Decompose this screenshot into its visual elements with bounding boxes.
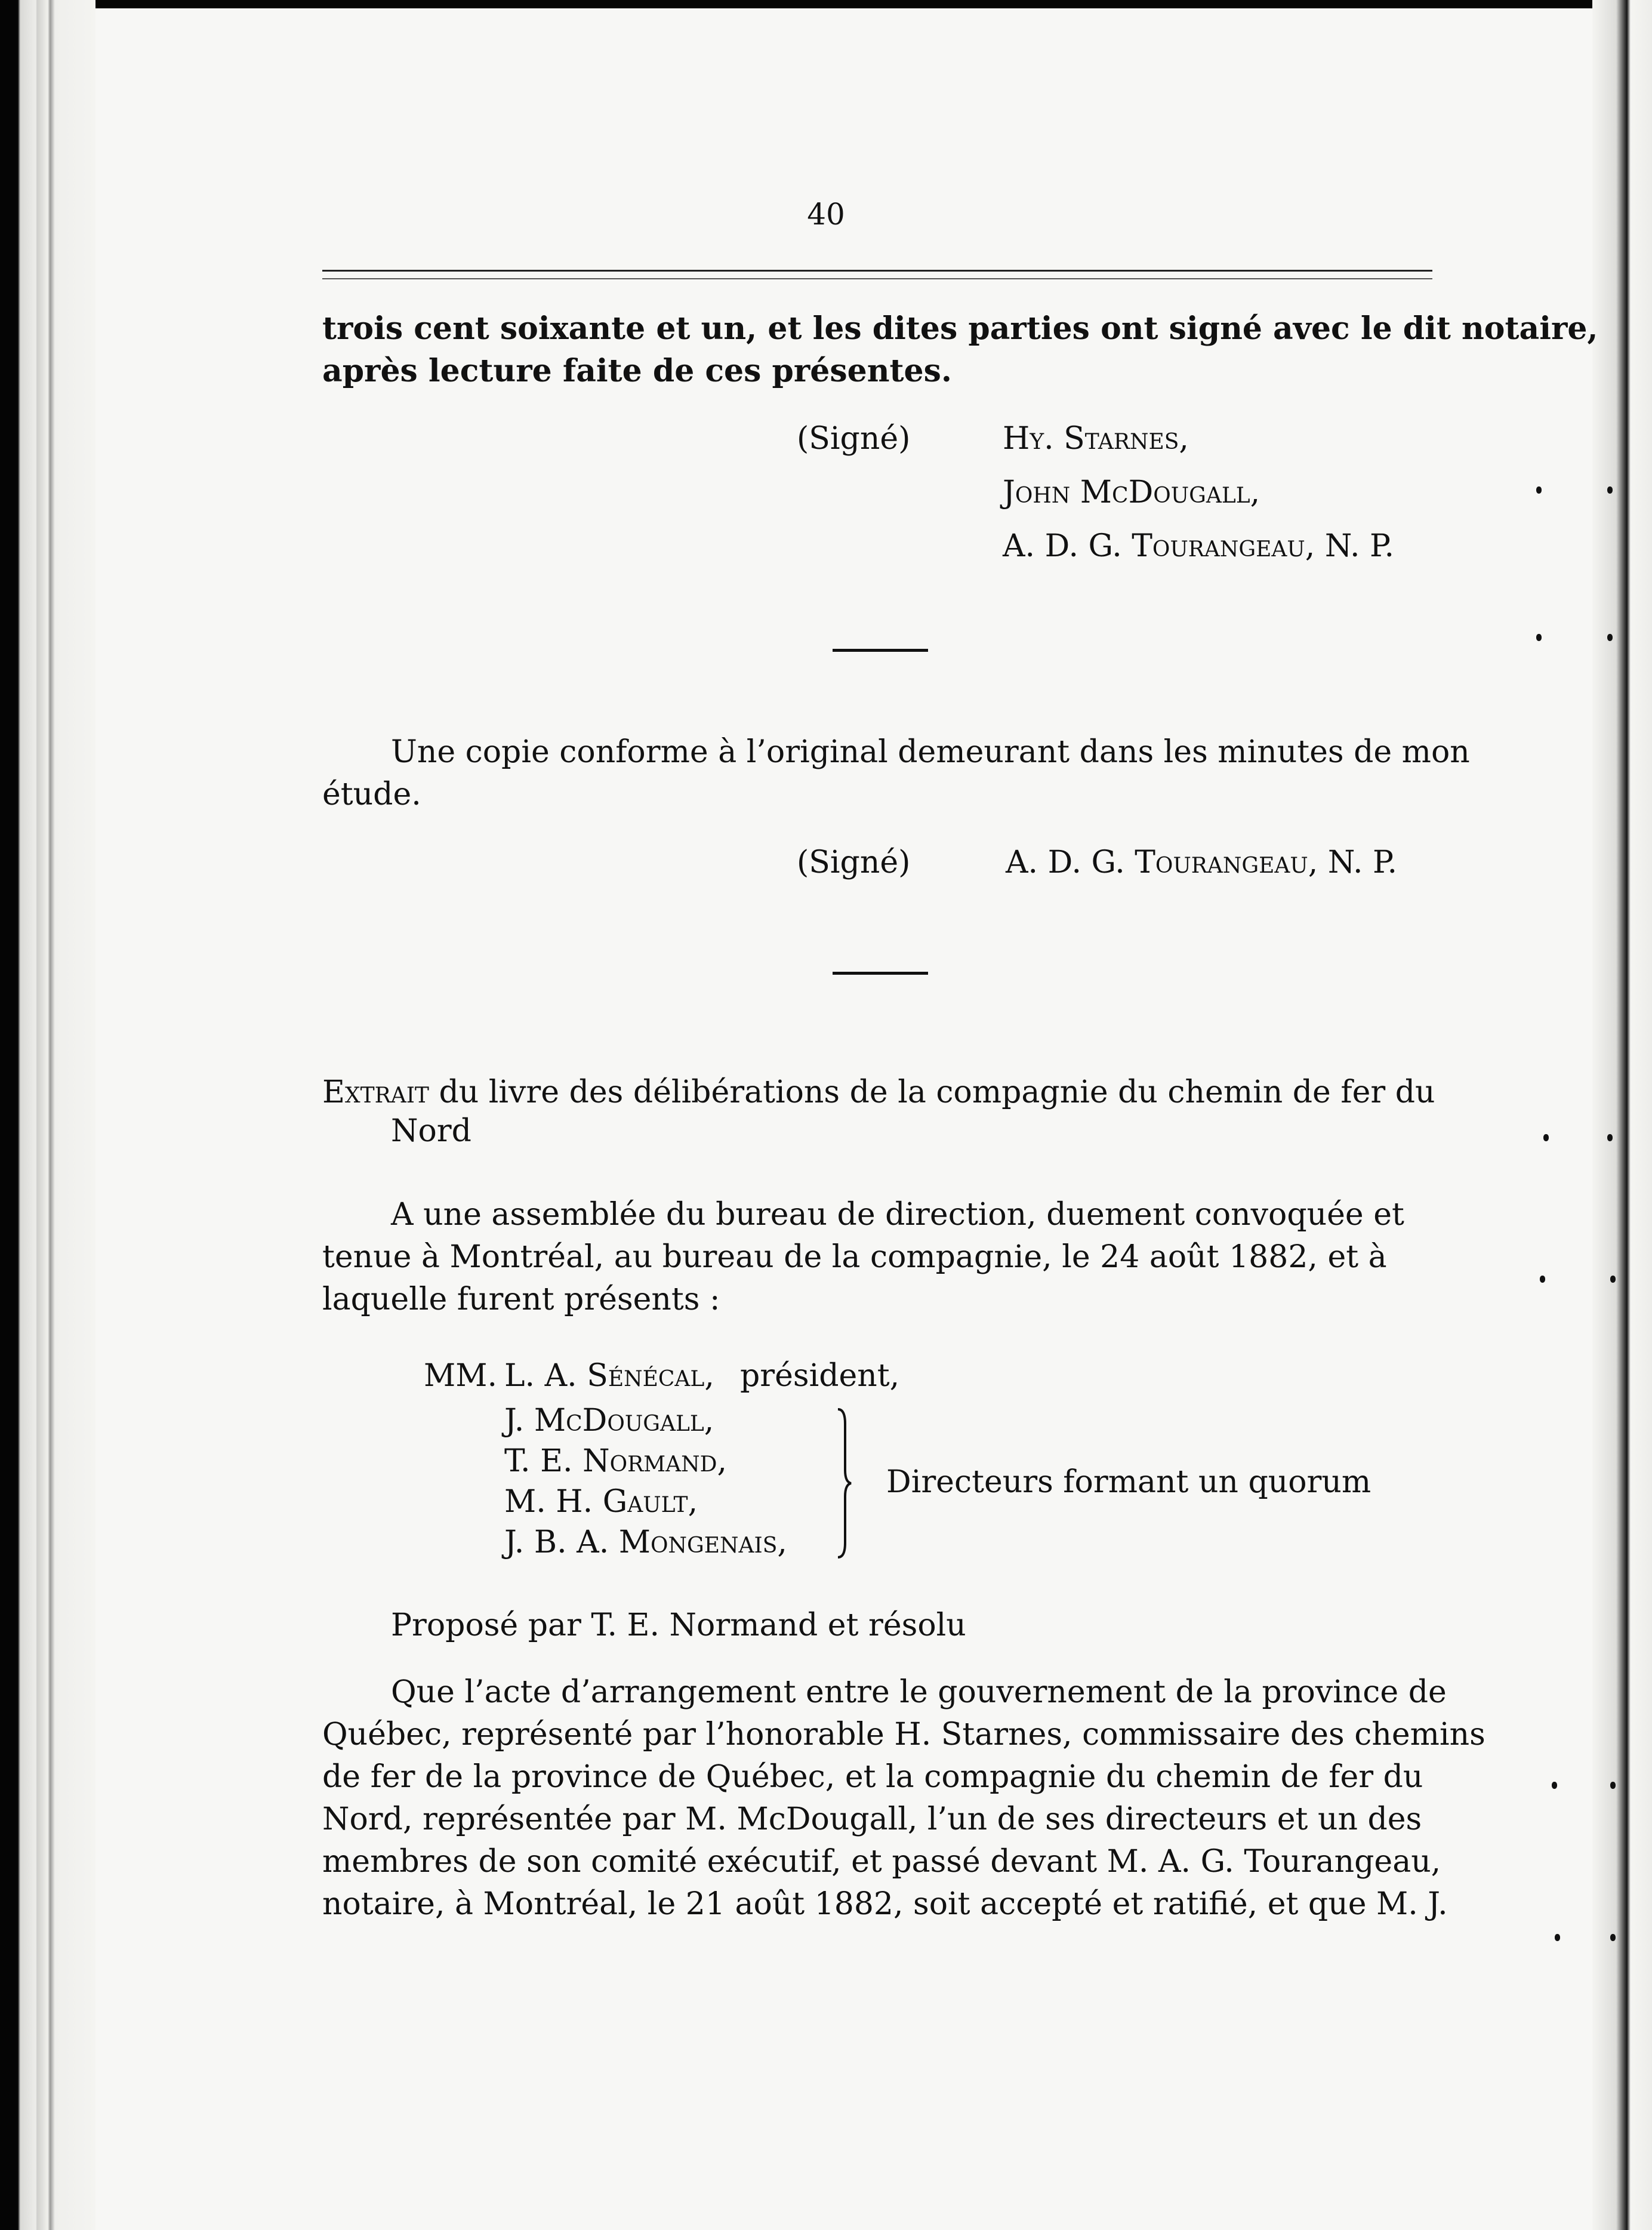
resolution-line-4: Nord, représentée par M. McDougall, l’un de ses directeurs et un des bbox=[322, 1801, 1422, 1837]
extract-heading bbox=[322, 1071, 1435, 1114]
section-divider bbox=[833, 649, 928, 652]
copy-note-line-1: Une copie conforme à l’original demeurant dans les minutes de mon bbox=[391, 734, 1470, 770]
curly-brace bbox=[834, 1406, 852, 1561]
scan-speck bbox=[1607, 486, 1613, 494]
meeting-line-1: A une assemblée du bureau de direction, duement convoquée et bbox=[391, 1197, 1404, 1233]
extract-lead: Extrait bbox=[322, 1074, 429, 1110]
attendee-president-title: président, bbox=[740, 1358, 900, 1394]
scan-speck bbox=[1543, 1134, 1549, 1141]
scan-speck bbox=[1540, 1276, 1545, 1283]
attendee-president: L. A. Sénécal, bbox=[504, 1358, 714, 1394]
signatory-starnes: Hy. Starnes, bbox=[1003, 421, 1189, 457]
signed-label: (Signé) bbox=[797, 845, 911, 880]
signatory-mcdougall: John McDougall, bbox=[1003, 475, 1260, 510]
resolution-line-1: Que l’acte d’arrangement entre le gouvernement de la province de bbox=[391, 1674, 1447, 1710]
scan-speck bbox=[1610, 1276, 1616, 1283]
director-name: J. McDougall, bbox=[504, 1403, 714, 1439]
resolution-line-5: membres de son comité exécutif, et passé devant M. A. G. Tourangeau, bbox=[322, 1844, 1441, 1880]
scan-speck bbox=[1607, 1134, 1613, 1141]
director-name: M. H. Gault, bbox=[504, 1484, 698, 1520]
scan-speck bbox=[1610, 1934, 1616, 1941]
motion-line: Proposé par T. E. Normand et résolu bbox=[391, 1607, 966, 1643]
meeting-line-3: laquelle furent présents : bbox=[322, 1282, 720, 1317]
quorum-label: Directeurs formant un quorum bbox=[886, 1464, 1371, 1500]
extract-rest: du livre des délibérations de la compagnie du chemin de fer du bbox=[439, 1074, 1435, 1110]
scan-speck bbox=[1552, 1782, 1557, 1789]
scan-speck bbox=[1607, 634, 1613, 641]
director-name: J. B. A. Mongenais, bbox=[504, 1524, 787, 1560]
scan-speck bbox=[1610, 1782, 1616, 1789]
opening-line-2: après lecture faite de ces présentes. bbox=[322, 353, 953, 389]
extract-heading-line-2: Nord bbox=[391, 1113, 471, 1149]
header-rule bbox=[322, 270, 1432, 279]
scan-speck bbox=[1555, 1934, 1560, 1941]
section-divider bbox=[833, 972, 928, 975]
page-number: 40 bbox=[807, 197, 845, 232]
scan-top-edge bbox=[0, 0, 1652, 8]
meeting-line-2: tenue à Montréal, au bureau de la compagnie, le 24 août 1882, et à bbox=[322, 1239, 1387, 1275]
director-name: T. E. Normand, bbox=[504, 1443, 727, 1479]
resolution-line-2: Québec, représenté par l’honorable H. Starnes, commissaire des chemins bbox=[322, 1717, 1485, 1752]
opening-line-1: trois cent soixante et un, et les dites parties ont signé avec le dit notaire, bbox=[322, 310, 1598, 347]
scan-left-edge bbox=[0, 0, 95, 2230]
notary-signature: A. D. G. Tourangeau, N. P. bbox=[1006, 845, 1398, 880]
scan-right-edge bbox=[1592, 0, 1652, 2230]
scan-speck bbox=[1536, 486, 1542, 494]
resolution-line-6: notaire, à Montréal, le 21 août 1882, soit accepté et ratifié, et que M. J. bbox=[322, 1886, 1448, 1922]
signatory-tourangeau: A. D. G. Tourangeau, N. P. bbox=[1003, 528, 1395, 564]
signed-label: (Signé) bbox=[797, 421, 911, 457]
scan-speck bbox=[1536, 634, 1542, 641]
copy-note-line-2: étude. bbox=[322, 777, 421, 812]
resolution-line-3: de fer de la province de Québec, et la compagnie du chemin de fer du bbox=[322, 1759, 1423, 1795]
attendees-mm: MM. bbox=[424, 1358, 498, 1394]
